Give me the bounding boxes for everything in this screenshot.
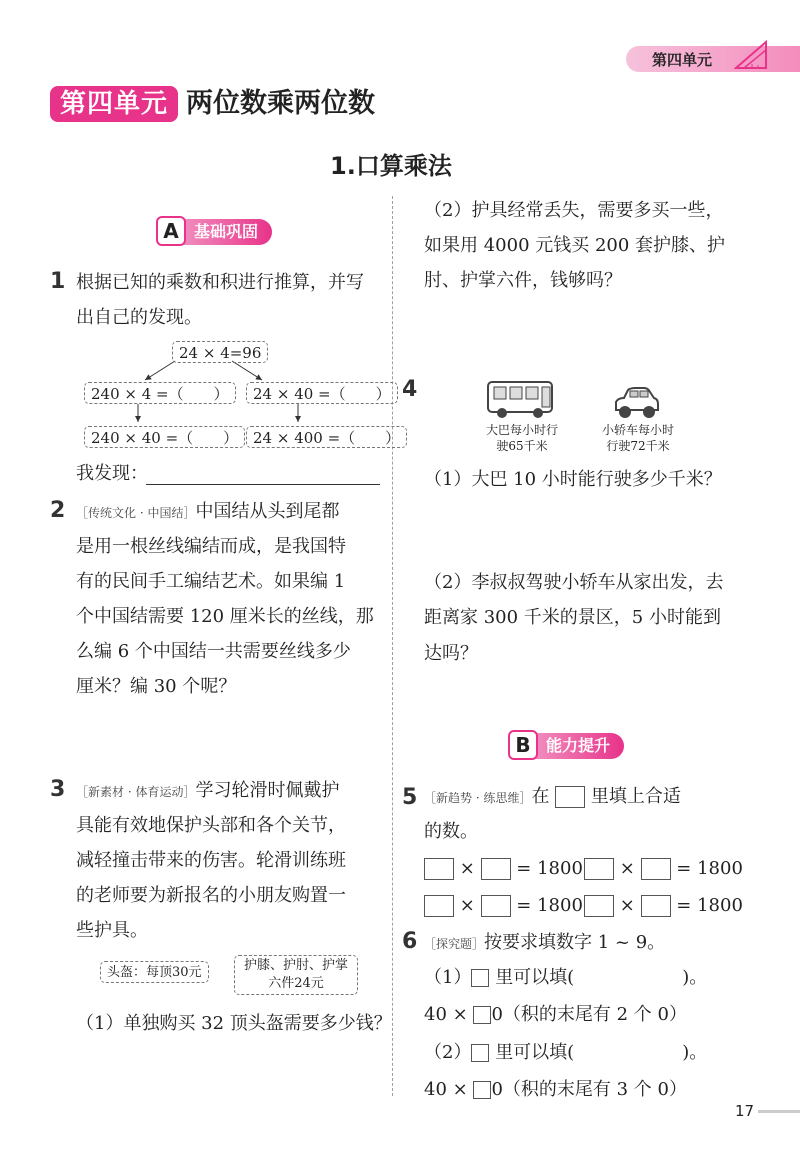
q5-equation-1 (424, 857, 583, 881)
section-b-letter: B (508, 730, 538, 760)
question-4-number: 4 (402, 377, 418, 402)
q3-sub-2-line-2: 如果用 4000 元钱买 200 套护膝、护 (424, 235, 726, 256)
q3-sub-2-line-1: （2）护具经常丢失，需要多买一些， (424, 200, 724, 221)
q6-intro: 按要求填数字 1 ~ 9。 (484, 932, 666, 953)
q3-sub-2-line-3: 肘、护掌六件，钱够吗？ (424, 270, 622, 291)
question-2-line-3: 有的民间手工编结艺术。如果编 1 (76, 571, 346, 592)
bus-label-line-2: 驶65千米 (496, 439, 548, 453)
q5-tag: ［新趋势 · 练思维］ (424, 791, 532, 805)
lesson-title: 1.口算乘法 (330, 152, 452, 180)
q5-equation-2 (584, 857, 743, 881)
question-3-line-2: 具能有效地保护头部和各个关节， (76, 815, 346, 836)
question-6-number: 6 (402, 929, 418, 954)
q6-tag: ［探究题］ (424, 937, 485, 951)
q5-eq4-box-a[interactable] (584, 895, 614, 917)
page-number-bar (758, 1110, 800, 1113)
set-square-icon (734, 40, 768, 70)
q1-blank-2[interactable]: 24 × 40 =（ ） (246, 382, 398, 404)
q6-s2-box-ref (471, 1044, 489, 1062)
q5-eq2-box-a[interactable] (584, 858, 614, 880)
car-label (588, 422, 688, 454)
section-b-label: 能力提升 (546, 736, 611, 755)
q5-eq2-box-b[interactable] (641, 858, 671, 880)
q5-eq3-result: = 1800 (516, 895, 583, 916)
question-1-line-2: 出自己的发现。 (76, 307, 202, 328)
q3-sub-1: （1）单独购买 32 顶头盔需要多少钱？ (76, 1013, 392, 1034)
q5-equation-4 (584, 894, 743, 918)
q5-eq4-box-b[interactable] (641, 895, 671, 917)
bus-label (472, 422, 572, 454)
car-label-line-2: 行驶72千米 (606, 439, 670, 453)
car-icon (612, 386, 660, 420)
q6-s1-digit-box[interactable] (473, 1006, 491, 1024)
helmet-price-box: 头盔：每顶30元 (100, 961, 209, 983)
pads-price-box (234, 955, 358, 995)
q1-blank-4[interactable]: 24 × 400 =（ ） (246, 426, 407, 448)
q6-s2-answer[interactable]: 里可以填( )。 (495, 1042, 708, 1063)
question-1-line-1: 根据已知的乘数和积进行推算，并写 (76, 272, 364, 293)
q6-s1-eq-post: 0（积的末尾有 2 个 0） (491, 1004, 687, 1025)
question-3-line-4: 的老师要为新报名的小朋友购置一 (76, 885, 346, 906)
times-sign: × (459, 895, 475, 916)
q5-eq1-box-a[interactable] (424, 858, 454, 880)
q5-sample-box (555, 786, 585, 808)
bus-icon (486, 378, 556, 420)
q5-eq4-result: = 1800 (676, 895, 743, 916)
question-2-line-6: 厘米？编 30 个呢？ (76, 676, 237, 697)
q5-post: 里填上合适 (590, 786, 681, 807)
q5-eq3-box-a[interactable] (424, 895, 454, 917)
q4-sub-2-line-2: 距离家 300 千米的景区，5 小时能到 (424, 607, 721, 628)
car-label-line-1: 小轿车每小时 (601, 423, 674, 437)
q6-s2-eq-post: 0（积的末尾有 3 个 0） (491, 1079, 687, 1100)
q1-blank-1[interactable]: 240 × 4 =（ ） (84, 382, 236, 404)
q5-eq1-box-b[interactable] (481, 858, 511, 880)
page-number: 17 (735, 1102, 755, 1120)
q6-s2-digit-box[interactable] (473, 1081, 491, 1099)
pads-price-line-1: 护膝、护肘、护掌 (243, 958, 348, 973)
times-sign: × (459, 858, 475, 879)
question-3-line-1: 学习轮滑时佩戴护 (195, 780, 340, 801)
q5-equation-3 (424, 894, 583, 918)
bus-label-line-1: 大巴每小时行 (485, 423, 558, 437)
q4-sub-2-line-3: 达吗？ (424, 643, 478, 664)
q1-finding-label: 我发现： (76, 463, 148, 484)
times-sign: × (619, 895, 635, 916)
unit-tab-label: 第四单元 (652, 51, 713, 69)
section-a-letter: A (156, 216, 186, 246)
question-3-line-5: 些护具。 (76, 920, 148, 941)
q5-pre: 在 (531, 786, 550, 807)
q1-blank-3[interactable]: 240 × 40 =（ ） (84, 426, 245, 448)
question-3-line-3: 减轻撞击带来的伤害。轮滑训练班 (76, 850, 346, 871)
q3-tag: ［新素材 · 体育运动］ (76, 785, 196, 799)
times-sign: × (619, 858, 635, 879)
q6-s1-box-ref (471, 969, 489, 987)
q6-s1-answer[interactable]: 里可以填( )。 (495, 967, 708, 988)
question-2-number: 2 (50, 498, 66, 523)
question-2-line-2: 是用一根丝线编结而成，是我国特 (76, 536, 346, 557)
q4-sub-1: （1）大巴 10 小时能行驶多少千米？ (424, 469, 722, 490)
unit-badge: 第四单元 (50, 86, 178, 122)
q4-sub-2-line-1: （2）李叔叔驾驶小轿车从家出发，去 (424, 572, 724, 593)
q5-line-2: 的数。 (424, 821, 478, 842)
question-1-number: 1 (50, 269, 66, 294)
question-2-line-4: 个中国结需要 120 厘米长的丝线，那 (76, 606, 374, 627)
q5-eq1-result: = 1800 (516, 858, 583, 879)
question-2-line-1: 中国结从头到尾都 (195, 501, 340, 522)
q5-eq3-box-b[interactable] (481, 895, 511, 917)
question-3-number: 3 (50, 777, 66, 802)
section-b-pill (510, 733, 624, 759)
unit-title: 两位数乘两位数 (186, 88, 375, 119)
q1-given-equation: 24 × 4=96 (172, 341, 268, 363)
q6-s1-eq-pre: 40 × (424, 1004, 468, 1025)
pads-price-line-2: 六件24元 (268, 976, 324, 991)
q2-tag: ［传统文化 · 中国结］ (76, 506, 196, 520)
section-a-label: 基础巩固 (194, 222, 259, 241)
q6-s2-eq-pre: 40 × (424, 1079, 468, 1100)
question-5-number: 5 (402, 785, 418, 810)
q5-eq2-result: = 1800 (676, 858, 743, 879)
question-2-line-5: 么编 6 个中国结一共需要丝线多少 (76, 641, 351, 662)
q6-s1-label: （1） (424, 967, 472, 988)
q1-finding-line[interactable] (146, 484, 380, 485)
q6-s2-label: （2） (424, 1042, 472, 1063)
